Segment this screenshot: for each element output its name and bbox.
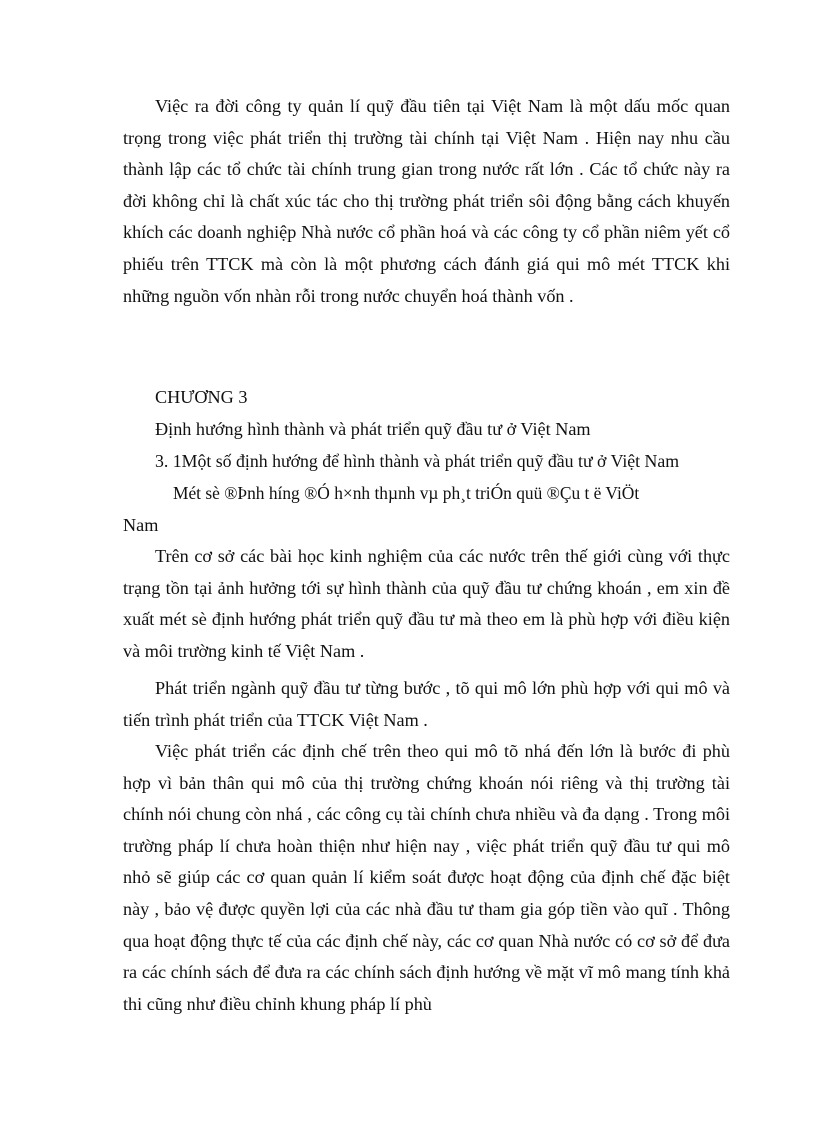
chapter-label: CHƯƠNG 3 (155, 387, 248, 407)
garbled-heading-line-end: Nam (123, 515, 159, 535)
body-paragraph-1: Trên cơ sở các bài học kinh nghiệm của các nước trên thế giới cùng với thực trạng tồn tại ảnh hưởng tới sự hình thành của quỹ đầu tư chứng khoán , em xin đề xuất mét sè định hướng phát triển quỹ đầu tư mà theo em là phù hợp với điều kiện và môi trường kinh tế Việt Nam . (123, 546, 730, 661)
garbled-heading-line: Mét sè ®Þnh híng ®Ó h×nh thµnh vµ ph¸t triÓn quü ®Çu t ë ViÖt (173, 483, 640, 503)
chapter-title: Định hướng hình thành và phát triển quỹ đầu tư ở Việt Nam (155, 419, 591, 439)
body-paragraph-2: Phát triển ngành quỹ đầu tư từng bước , tõ qui mô lớn phù hợp với qui mô và tiến trình phát triển của TTCK Việt Nam . (123, 678, 730, 730)
section-heading: 3. 1Một số định hướng để hình thành và phát triển quỹ đầu tư ở Việt Nam (155, 451, 680, 471)
intro-paragraph: Việc ra đời công ty quản lí quỹ đầu tiên tại Việt Nam là một dấu mốc quan trọng trong việc phát triển thị trường tài chính tại Việt Nam . Hiện nay nhu cầu thành lập các tổ chức tài chính trung gian trong nước rất lớn . Các tổ chức này ra đời không chỉ là chất xúc tác cho thị trường phát triển sôi động bằng cách khuyến khích các doanh nghiệp Nhà nước cổ phần hoá và các công ty cổ phần niêm yết cổ phiếu trên TTCK mà còn là một phương cách đánh giá qui mô mét TTCK khi những nguồn vốn nhàn rỗi trong nước chuyển hoá thành vốn . (123, 96, 730, 306)
body-paragraph-3: Việc phát triển các định chế trên theo qui mô tõ nhá đến lớn là bước đi phù hợp vì bản thân qui mô của thị trường chứng khoán nói riêng và thị trường tài chính nói chung còn nhá , các công cụ tài chính chưa nhiều và đa dạng . Trong môi trường pháp lí chưa hoàn thiện như hiện nay , việc phát triển quỹ đầu tư qui mô nhỏ sẽ giúp các cơ quan quản lí kiểm soát được hoạt động của định chế đặc biệt này , bảo vệ được quyền lợi của các nhà đầu tư tham gia góp tiền vào quĩ . Thông qua hoạt động thực tế của các định chế này, các cơ quan Nhà nước có cơ sở để đưa ra các chính sách để đưa ra các chính sách định hướng về mặt vĩ mô mang tính khả thi cũng như điều chỉnh khung pháp lí phù (123, 741, 730, 1014)
